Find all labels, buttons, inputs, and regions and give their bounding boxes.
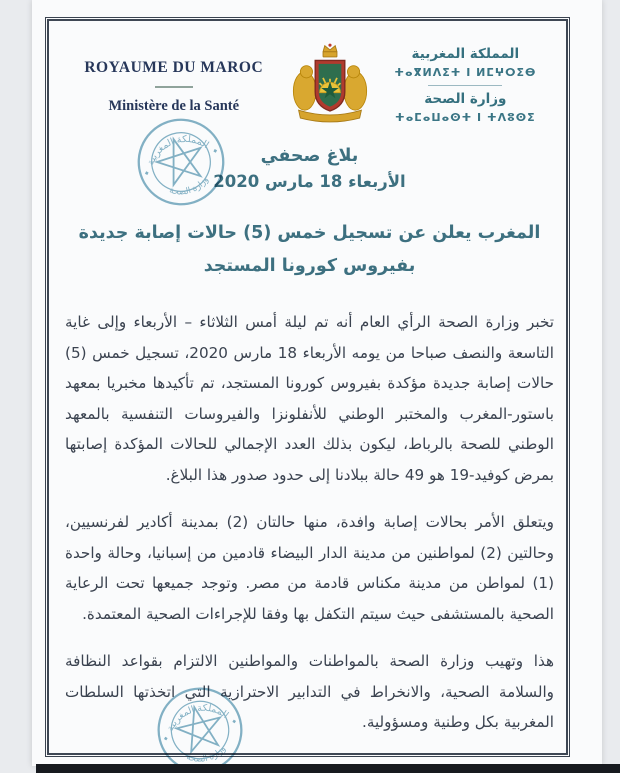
ministry-name-ar: وزارة الصحة: [424, 91, 507, 107]
letterhead-french: [63, 41, 285, 115]
page-border-frame: [45, 17, 570, 764]
kingdom-name-fr: ROYAUME DU MAROC: [84, 59, 264, 76]
stamp-rim-bottom-text: وزارة الصحة: [185, 743, 228, 764]
letterhead-divider: [155, 86, 193, 88]
stamp-rim-top-text: المملكة المغربية: [145, 133, 211, 168]
document-paper: [32, 0, 602, 766]
stamp-rim-bottom-text: وزارة الصحة: [167, 175, 211, 198]
paragraph-1: تخبر وزارة الصحة الرأي العام أنه تم ليلة أمس الثلاثاء – الأربعاء وإلى غاية التاسعة والنصف صباحا من يومه الأربعاء 18 مارس 2020، تسجيل خمس (5) حالات إصابة جديدة مؤكدة بفيروس كورونا المستجد، تم تأكيدها مخبريا بمعهد باستور-المغرب والمختبر الوطني للأنفلونزا والفيروسات التنفسية بالمعهد الوطني للصحة بالرباط، ليكون بذلك العدد الإجمالي للحالات المؤكدة إصابتها بمرض كوفيد-19 هو 49 حالة ببلادنا إلى حدود صدور هذا البلاغ.: [65, 313, 554, 484]
morocco-coat-of-arms-icon: [286, 43, 374, 125]
scan-background-edge: [36, 764, 620, 773]
kingdom-name-ar: المملكة المغربية: [411, 46, 520, 62]
letterhead-arabic-divider: [428, 85, 502, 86]
ministry-name-fr: Ministère de la Santé: [108, 98, 240, 114]
page-content-area: [47, 19, 568, 764]
letterhead-arabic: [375, 41, 556, 127]
document-date: الأربعاء 18 مارس 2020: [213, 172, 406, 191]
ministry-name-tifinagh: ⵜⴰⵎⴰⵡⴰⵙⵜ ⵏ ⵜⴷⵓⵙⵉ: [395, 111, 536, 124]
kingdom-name-tifinagh: ⵜⴰⴳⵍⴷⵉⵜ ⵏ ⵍⵎⵖⵔⵉⴱ: [394, 66, 537, 79]
headline: المغرب يعلن عن تسجيل خمس (5) حالات إصابة جديدة بفيروس كورونا المستجد: [78, 223, 541, 276]
svg-text:وزارة الصحة: [165, 173, 213, 202]
coat-of-arms: [285, 41, 375, 125]
paragraph-3: هذا وتهيب وزارة الصحة بالمواطنات والمواطنين الالتزام بقواعد النظافة والسلامة الصحية، والانخراط في التدابير الاحترازية التي اتخذتها السلطات المغربية بكل وطنية ومسؤولية.: [65, 652, 554, 731]
ministry-seal-stamp-bottom: [153, 683, 247, 773]
ministry-seal-stamp-top: [133, 114, 229, 210]
paragraph-2: ويتعلق الأمر بحالات إصابة وافدة، منها حالتان (2) بمدينة أكادير لفرنسيين، وحالتين (2) لمواطنين من مدينة الدار البيضاء قادمين من إسبانيا، وحالة واحدة (1) لمواطن من مدينة مكناس قادمة من مصر. وتوجد جميعها تحت الرعاية الصحية بالمستشفى حيث سيتم التكفل بها وفقا للإجراءات الصحية المعتمدة.: [65, 513, 554, 623]
document-type: بلاغ صحفي: [260, 146, 359, 166]
body-text: [63, 307, 556, 738]
stamp-rim-top-text: المملكة المغربية: [164, 702, 231, 734]
